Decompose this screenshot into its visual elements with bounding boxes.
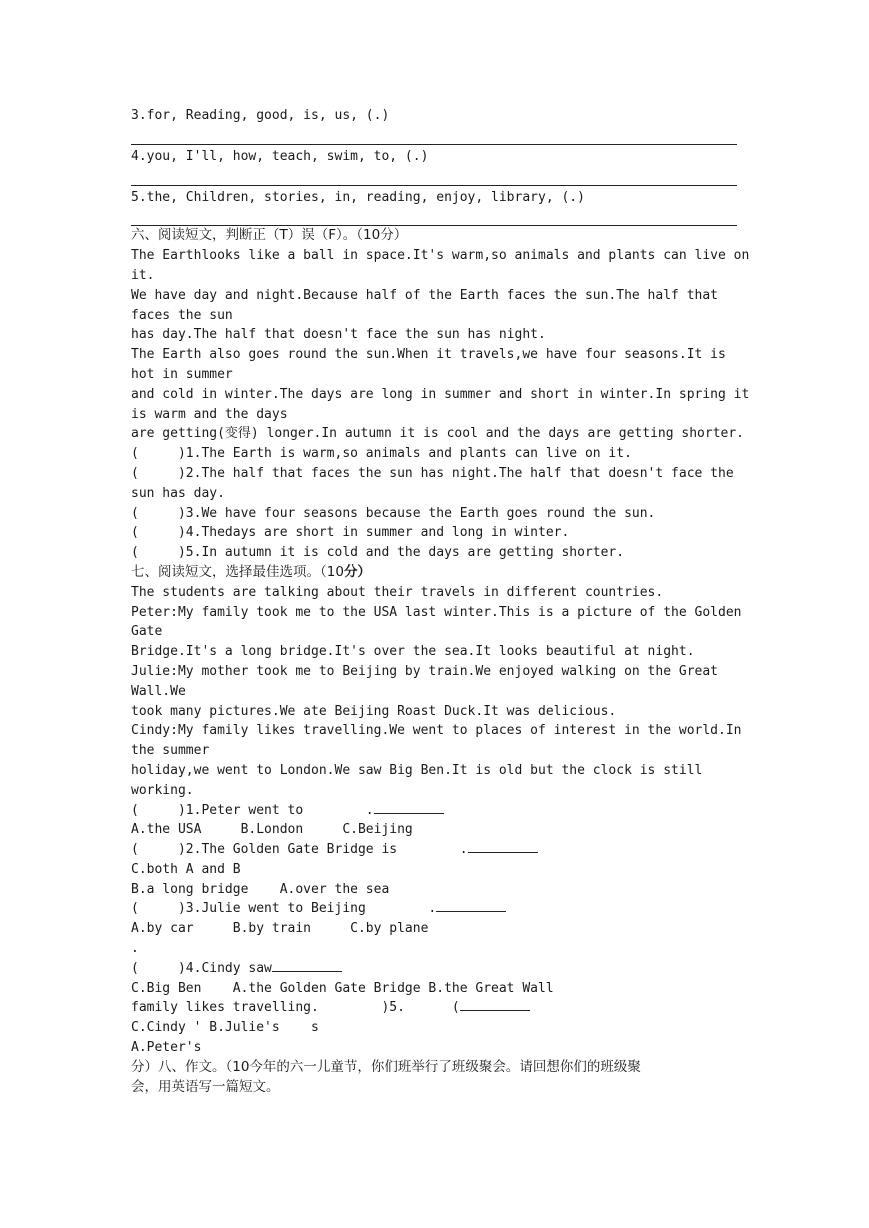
passage-line: The Earth also goes round the sun.When it travels,we have four seasons.It is xyxy=(131,347,726,363)
passage-line: the summer xyxy=(131,743,210,759)
tf-question: ( )3.We have four seasons because the Earth goes round the sun. xyxy=(131,505,656,521)
question-text: ( )3.Julie went to Beijing . xyxy=(131,901,437,917)
section7-passage xyxy=(131,583,742,801)
answer-line xyxy=(131,185,737,186)
passage-line: Wall.We xyxy=(131,683,186,699)
tf-question: ( )1.The Earth is warm,so animals and plants can live on it. xyxy=(131,446,632,462)
tf-question: ( )5.In autumn it is cold and the days are getting shorter. xyxy=(131,545,625,561)
passage-line: Cindy:My family likes travelling.We went to places of interest in the world.In xyxy=(131,723,742,739)
tf-question: sun has day. xyxy=(131,485,225,501)
answer-blank xyxy=(272,959,342,972)
passage-line: took many pictures.We ate Beijing Roast Duck.It was delicious. xyxy=(131,703,617,719)
mc-options-3: A.by car B.by train C.by plane xyxy=(131,921,429,937)
section7-heading-bold: 分） xyxy=(343,563,371,580)
passage-line: faces the sun xyxy=(131,307,233,323)
passage-line: working. xyxy=(131,782,194,798)
answer-blank xyxy=(468,840,538,853)
section6-questions xyxy=(131,444,737,563)
mc-options-4: C.Big Ben A.the Golden Gate Bridge B.the Great Wall xyxy=(131,980,554,996)
mc-question-3 xyxy=(131,899,737,919)
reorder-item-5: 5.the, Children, stories, in, reading, enjoy, library, (.) xyxy=(131,189,585,205)
answer-blank xyxy=(436,899,506,912)
tf-question: ( )2.The half that faces the sun has night.The half that doesn't face the xyxy=(131,465,734,481)
passage-line: The students are talking about their travels in different countries. xyxy=(131,584,664,600)
question-text: family likes travelling. )5. ( xyxy=(131,1000,460,1016)
mc-question-5 xyxy=(131,998,737,1018)
passage-line: it. xyxy=(131,267,155,283)
mc-option-5a: A.Peter's xyxy=(131,1040,202,1056)
passage-line: hot in summer xyxy=(131,366,233,382)
worksheet-page xyxy=(131,104,750,1097)
question-text: ( )2.The Golden Gate Bridge is . xyxy=(131,842,468,858)
mc-options-1: A.the USA B.London C.Beijing xyxy=(131,822,413,838)
passage-line: has day.The half that doesn't face the sun has night. xyxy=(131,327,546,343)
answer-line xyxy=(131,144,737,145)
section8-instruction: 会，用英语写一篇短文。 xyxy=(131,1078,280,1095)
passage-line: We have day and night.Because half of the Earth faces the sun.The half that xyxy=(131,287,718,303)
mc-question-1 xyxy=(131,801,737,821)
section8-heading: 分）八、作文。（10今年的六一儿童节，你们班举行了班级聚会。请回想你们的班级聚 xyxy=(131,1058,641,1075)
section7-heading xyxy=(131,563,737,583)
answer-blank xyxy=(460,998,530,1011)
tf-question: ( )4.Thedays are short in summer and long in winter. xyxy=(131,525,570,541)
section7-heading-text: 七、阅读短文，选择最佳选项。（10 xyxy=(131,563,344,580)
section6-heading: 六、阅读短文，判断正（T）误（F）。（10分） xyxy=(131,227,408,244)
passage-line: Gate xyxy=(131,624,163,640)
mc-options-2: B.a long bridge A.over the sea xyxy=(131,881,390,897)
question-text: ( )1.Peter went to . xyxy=(131,802,374,818)
passage-line: holiday,we went to London.We saw Big Ben.It is old but the clock is still xyxy=(131,762,703,778)
mc-question-4 xyxy=(131,959,737,979)
stray-dot: . xyxy=(131,941,139,957)
passage-line: is warm and the days xyxy=(131,406,288,422)
passage-line: are getting(变得) longer.In autumn it is cool and the days are getting shorter. xyxy=(131,426,744,442)
passage-line: The Earthlooks like a ball in space.It's warm,so animals and plants can live on xyxy=(131,248,750,264)
answer-blank xyxy=(374,801,444,814)
reorder-item-4: 4.you, I'll, how, teach, swim, to, (.) xyxy=(131,148,429,164)
passage-line: Peter:My family took me to the USA last winter.This is a picture of the Golden xyxy=(131,604,742,620)
question-text: ( )4.Cindy saw xyxy=(131,960,272,976)
section6-passage xyxy=(131,246,750,444)
passage-line: Bridge.It's a long bridge.It's over the sea.It looks beautiful at night. xyxy=(131,644,695,660)
reorder-item-3: 3.for, Reading, good, is, us, (.) xyxy=(131,108,390,123)
passage-line: and cold in winter.The days are long in summer and short in winter.In spring it xyxy=(131,386,750,402)
mc-question-2 xyxy=(131,840,737,860)
mc-options-5: C.Cindy ' B.Julie's s xyxy=(131,1020,319,1036)
mc-option-2c: C.both A and B xyxy=(131,861,241,877)
passage-line: Julie:My mother took me to Beijing by train.We enjoyed walking on the Great xyxy=(131,663,718,679)
